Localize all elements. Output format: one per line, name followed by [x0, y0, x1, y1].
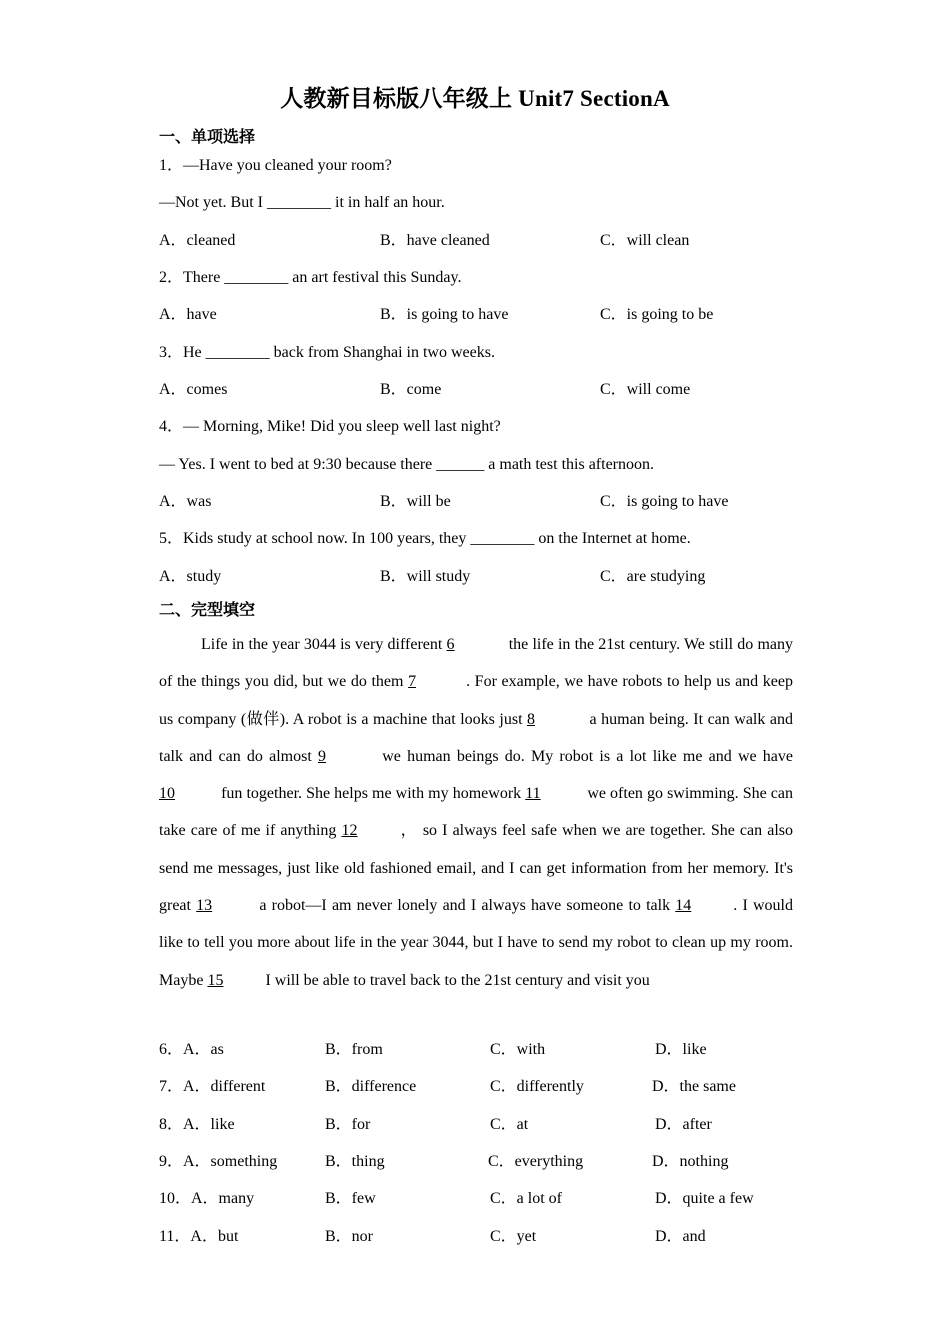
question-4-option-a: A．was [159, 493, 212, 510]
choice-9-b: B．thing [325, 1153, 385, 1170]
question-2-option-a: A．have [159, 306, 217, 323]
choice-7-d: D．the same [652, 1078, 736, 1095]
blank-14: 14 [675, 897, 692, 915]
question-1-option-c: C．will clean [600, 232, 690, 249]
blank-13: 13 [196, 897, 213, 915]
choice-7-a: 7．A．different [159, 1078, 266, 1095]
choice-8-c: C．at [490, 1116, 529, 1133]
blank-7: 7 [408, 673, 417, 691]
choice-10-d: D．quite a few [655, 1190, 754, 1207]
question-2-line-1: 2．There ________ an art festival this Sunday. [159, 269, 462, 286]
choice-6-c: C．with [490, 1041, 546, 1058]
question-5-option-b: B．will study [380, 568, 471, 585]
question-1-line-2: —Not yet. But I ________ it in half an hour. [159, 194, 445, 211]
page-title: 人教新目标版八年级上 Unit7 SectionA [280, 86, 670, 111]
section-heading-single-choice: 一、单项选择 [159, 127, 256, 146]
question-4-option-b: B．will be [380, 493, 451, 510]
choice-8-a: 8．A．like [159, 1116, 235, 1133]
choice-10-a: 10．A．many [159, 1190, 255, 1207]
section-heading-cloze: 二、完型填空 [159, 600, 256, 619]
choice-9-a: 9．A．something [159, 1153, 278, 1170]
blank-15: 15 [207, 971, 224, 989]
question-3-option-a: A．comes [159, 381, 228, 398]
cloze-passage: Life in the year 3044 is very different 6 the life in the 21st century. We still do many of the things you did, but we do them 7 . For example, we have robots to help us and keep us company (做伴). A robot is a machine that looks just 8 a human being. It can walk and talk and can do almost 9 we human beings do. My robot is a lot like me and we have 10 fun together. She helps me with my homework 11 we often go swimming. She can take care of me if anything 12 ， so I always feel safe when we are together. She can also send me messages, just like old fashioned email, and I can get information from her memory. It's great 13 a robot—I am never lonely and I always have someone to talk 14 . I would like to tell you more about life in the year 3044, but I have to send my robot to clean up my room. Maybe 15 I will be able to travel back to the 21st century and visit you [159, 626, 793, 999]
question-4-option-c: C．is going to have [600, 493, 729, 510]
choice-10-b: B．few [325, 1190, 376, 1207]
question-3-line-1: 3．He ________ back from Shanghai in two weeks. [159, 344, 495, 361]
question-1-option-a: A．cleaned [159, 232, 236, 249]
question-4-line-2: — Yes. I went to bed at 9:30 because there ______ a math test this afternoon. [159, 456, 654, 473]
blank-9: 9 [318, 747, 326, 765]
question-3-option-c: C．will come [600, 381, 691, 398]
choice-7-c: C．differently [490, 1078, 584, 1095]
question-5-option-c: C．are studying [600, 568, 706, 585]
choice-10-c: C．a lot of [490, 1190, 562, 1207]
blank-12: 12 [341, 822, 358, 840]
question-5-option-a: A．study [159, 568, 222, 585]
blank-6: 6 [446, 636, 455, 653]
choice-11-d: D．and [655, 1228, 706, 1245]
choice-11-c: C．yet [490, 1228, 537, 1245]
choice-9-c: C．everything [488, 1153, 584, 1170]
question-4-line-1: 4．— Morning, Mike! Did you sleep well last night? [159, 418, 501, 435]
choice-11-a: 11．A．but [159, 1228, 239, 1245]
choice-8-d: D．after [655, 1116, 712, 1133]
choice-7-b: B．difference [325, 1078, 417, 1095]
question-1-line-1: 1．—Have you cleaned your room? [159, 157, 392, 174]
choice-6-b: B．from [325, 1041, 383, 1058]
choice-8-b: B．for [325, 1116, 371, 1133]
blank-8: 8 [527, 710, 536, 728]
question-5-line-1: 5．Kids study at school now. In 100 years, they ________ on the Internet at home. [159, 530, 691, 547]
question-2-option-b: B．is going to have [380, 306, 509, 323]
question-2-option-c: C．is going to be [600, 306, 714, 323]
choice-6-d: D．like [655, 1041, 707, 1058]
question-1-option-b: B．have cleaned [380, 232, 490, 249]
choice-6-a: 6．A．as [159, 1041, 224, 1058]
blank-10: 10 [159, 785, 175, 803]
question-3-option-b: B．come [380, 381, 442, 398]
choice-11-b: B．nor [325, 1228, 374, 1245]
choice-9-d: D．nothing [652, 1153, 729, 1170]
blank-11: 11 [525, 785, 541, 803]
